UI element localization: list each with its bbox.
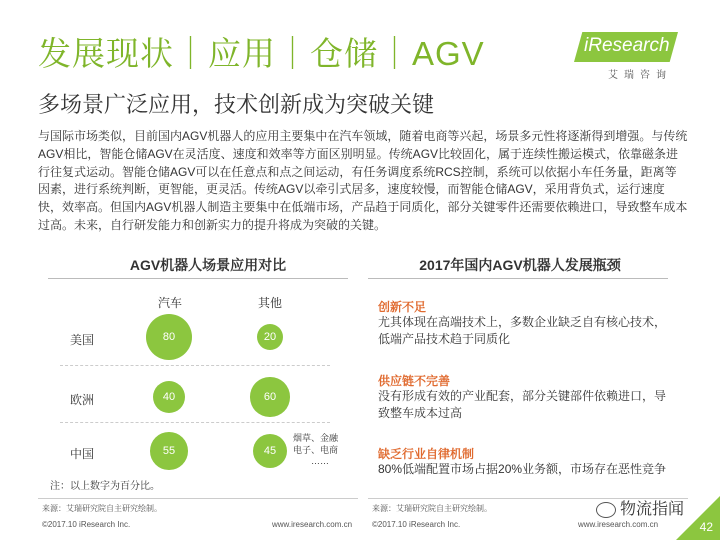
bubble-other-2: 45 bbox=[253, 434, 287, 468]
site-link-left[interactable]: www.iresearch.com.cn bbox=[272, 520, 353, 529]
site-link-right[interactable]: www.iresearch.com.cn bbox=[578, 520, 659, 529]
row-label-china: 中国 bbox=[70, 447, 95, 461]
copyright-right: ©2017.10 iResearch Inc. bbox=[372, 520, 461, 529]
source-right: 来源：艾瑞研究院自主研究绘制。 bbox=[372, 504, 492, 513]
other-note-line2: 电子、电商 bbox=[293, 445, 339, 455]
bottleneck-head-innovation: 创新不足 bbox=[378, 300, 427, 314]
footer-divider-left bbox=[38, 498, 358, 499]
source-left: 来源：艾瑞研究院自主研究绘制。 bbox=[42, 504, 162, 513]
bubble-auto-1: 40 bbox=[153, 381, 186, 414]
column-header-other: 其他 bbox=[258, 296, 283, 310]
page-title: 发展现状｜应用｜仓储｜AGV bbox=[38, 35, 485, 72]
bubble-auto-0: 80 bbox=[146, 314, 192, 360]
left-section-title: AGV机器人场景应用对比 bbox=[129, 257, 287, 273]
bottleneck-text-supply-chain: 没有形成有效的产业配套，部分关键部件依赖进口，导致整车成本过高 bbox=[378, 389, 667, 420]
chart-note: 注：以上数字为百分比。 bbox=[50, 481, 160, 492]
bubble-auto-2: 55 bbox=[150, 432, 188, 470]
other-note-line3: …… bbox=[311, 456, 329, 466]
bottleneck-text-self-regulation: 80%低端配置市场占据20%业务额，市场存在恶性竞争 bbox=[378, 462, 667, 476]
page-subtitle: 多场景广泛应用，技术创新成为突破关键 bbox=[38, 92, 435, 117]
wechat-icon bbox=[596, 502, 616, 518]
right-section-divider bbox=[368, 278, 668, 279]
column-header-auto: 汽车 bbox=[158, 296, 183, 310]
wechat-watermark bbox=[596, 496, 684, 519]
row-label-europe: 欧洲 bbox=[70, 393, 95, 407]
intro-paragraph: 与国际市场类似，目前国内AGV机器人的应用主要集中在汽车领域，随着电商等兴起，场景多元性将逐渐得到增强。与传统AGV相比，智能仓储AGV在灵活度、速度和效率等方面区别明显。传统AGV比较固化，属于连续性搬运模式，依靠磁条进行往复式运动。智能仓储AGV可以在任意点和点之间运动，有任务调度系统RCS控制，系统可以依据小车任务量，距离等因素，进行系统判断，更智能，更灵活。传统AGV以牵引式居多，速度较慢，而智能仓储AGV，采用背负式，运行速度快，效率高。但国内AGV机器人制造主要集中在低端市场，产品趋于同质化，部分关键零件还需要依赖进口，导致整车成本过高。未来，自行研发能力和创新实力的提升将成为突破的关键。 bbox=[38, 129, 688, 232]
bottleneck-head-supply-chain: 供应链不完善 bbox=[378, 374, 451, 388]
bottleneck-head-self-regulation: 缺乏行业自律机制 bbox=[378, 447, 475, 461]
right-section-title: 2017年国内AGV机器人发展瓶颈 bbox=[419, 257, 621, 273]
logo-subtitle: 艾瑞咨询 bbox=[608, 70, 672, 81]
bubble-other-0: 20 bbox=[257, 324, 283, 350]
other-note-line1: 烟草、金融 bbox=[293, 433, 339, 443]
page-corner bbox=[676, 496, 720, 540]
bottleneck-text-innovation: 尤其体现在高端技术上，多数企业缺乏自有核心技术，低端产品技术趋于同质化 bbox=[378, 315, 667, 346]
row-label-usa: 美国 bbox=[70, 333, 95, 347]
wechat-account-name: 物流指闻 bbox=[619, 501, 684, 518]
copyright-left: ©2017.10 iResearch Inc. bbox=[42, 520, 131, 529]
logo-brand: iResearch bbox=[584, 35, 670, 56]
bubble-other-1: 60 bbox=[250, 377, 289, 416]
page-number: 42 bbox=[699, 520, 713, 534]
